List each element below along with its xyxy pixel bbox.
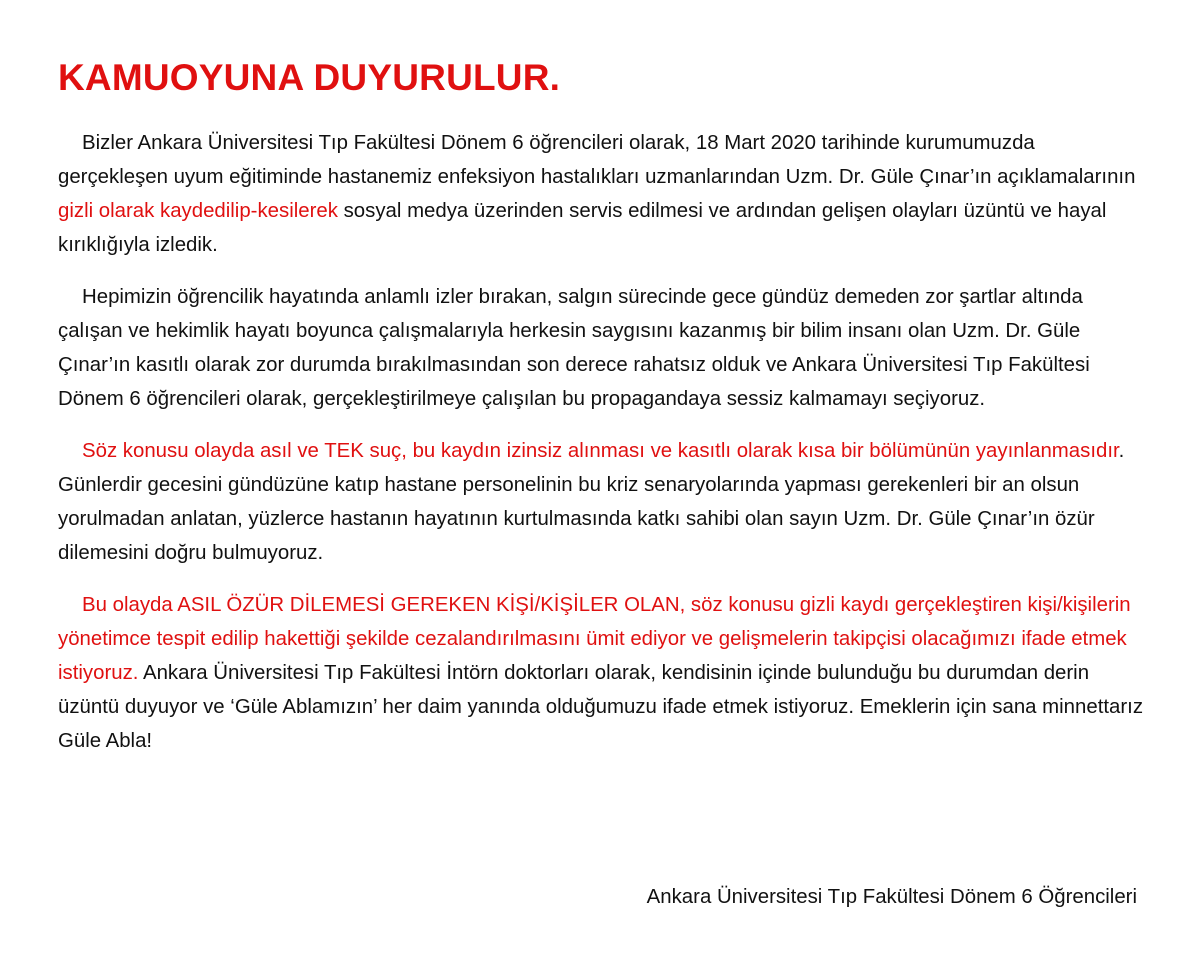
signature: Ankara Üniversitesi Tıp Fakültesi Dönem 6 Öğrencileri — [646, 886, 1137, 908]
paragraph-3-text: . Günlerdir gecesini gündüzüne katıp hastane personelinin bu kriz senaryolarında yapması gerekenleri bir an olsun yorulmadan anlatan, yüzlerce hastanın hayatının kurtulmasında katkı sahibi olan sayın Uzm. Dr. Güle Çınar’ın özür dilemesini doğru bulmuyoruz. — [58, 440, 1125, 564]
paragraph-2-text: Hepimizin öğrencilik hayatında anlamlı izler bırakan, salgın sürecinde gece gündüz demeden zor şartlar altında çalışan ve hekimlik hayatı boyunca çalışmalarıyla herkesin saygısını kazanmış bir bilim insanı olan Uzm. Dr. Güle Çınar’ın kasıtlı olarak zor durumda bırakılmasından son derece rahatsız olduk ve Ankara Üniversitesi Tıp Fakültesi Dönem 6 öğrencileri olarak, gerçekleştirilmeye çalışılan bu propagandaya sessiz kalmamayı seçiyoruz. — [58, 286, 1090, 410]
paragraph-4-text: Ankara Üniversitesi Tıp Fakültesi İntörn doktorları olarak, kendisinin içinde bulunduğu bu durumdan derin üzüntü duyuyor ve ‘Güle Ablamızın’ her daim yanında olduğumuzu ifade etmek istiyoruz. Emeklerin için sana minnettarız Güle Abla! — [58, 662, 1144, 752]
announcement-document — [58, 52, 1148, 776]
paragraph-1-text-end: sosyal medya üzerinden servis edilmesi ve ardından gelişen olayları üzüntü ve hayal kırıklığıyla izledik. — [58, 200, 1107, 256]
paragraph-4-highlight: Bu olayda ASIL ÖZÜR DİLEMESİ GEREKEN KİŞİ/KİŞİLER OLAN, söz konusu gizli kaydı gerçekleştiren kişi/kişilerin yönetimce tespit edilip hakettiği şekilde cezalandırılmasını ümit ediyor ve gelişmelerin takipçisi olacağımızı ifade etmek istiyoruz. — [58, 594, 1131, 684]
paragraph-1 — [58, 126, 1148, 262]
paragraph-1-highlight: gizli olarak kaydedilip-kesilerek — [58, 200, 338, 222]
paragraph-4 — [58, 588, 1148, 758]
paragraph-2 — [58, 280, 1148, 416]
paragraph-1-text: Bizler Ankara Üniversitesi Tıp Fakültesi Dönem 6 öğrencileri olarak, 18 Mart 2020 tarihinde kurumumuzda gerçekleşen uyum eğitiminde hastanemiz enfeksiyon hastalıkları uzmanlarından Uzm. Dr. Güle Çınar’ın açıklamalarının — [58, 132, 1136, 188]
paragraph-3-highlight: Söz konusu olayda asıl ve TEK suç, bu kaydın izinsiz alınması ve kasıtlı olarak kısa bir bölümünün yayınlanmasıdır — [82, 440, 1119, 462]
paragraph-3 — [58, 434, 1148, 570]
announcement-title: KAMUOYUNA DUYURULUR. — [58, 57, 561, 98]
